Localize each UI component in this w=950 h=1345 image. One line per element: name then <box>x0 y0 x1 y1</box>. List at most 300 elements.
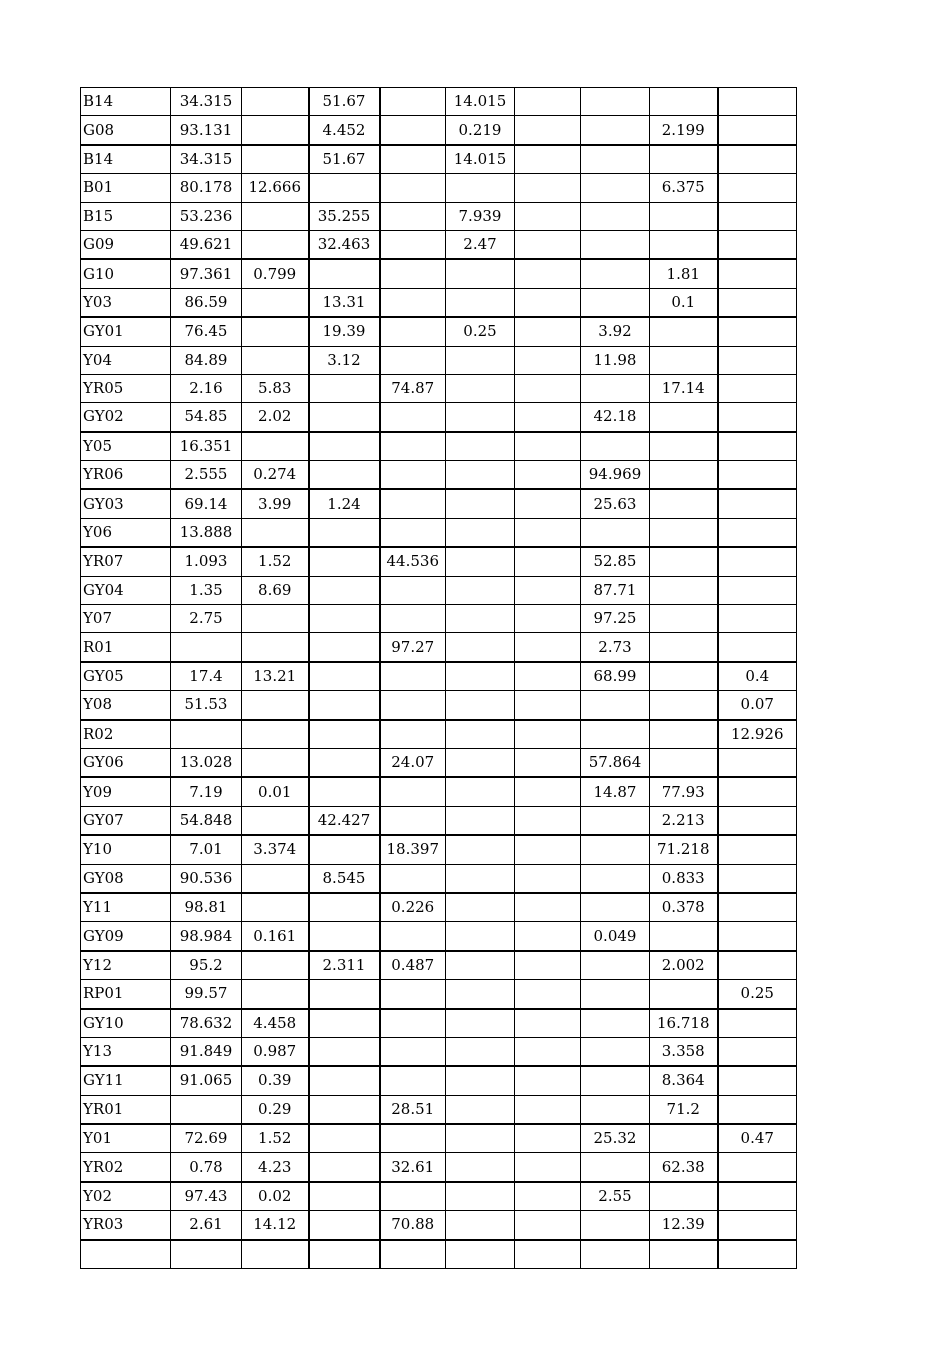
row-label-cell: YR02 <box>81 1153 171 1182</box>
value-cell: 32.463 <box>309 230 380 259</box>
value-cell <box>581 432 650 461</box>
value-cell: 51.67 <box>309 145 380 174</box>
value-cell: 5.83 <box>242 374 309 402</box>
value-cell <box>718 835 797 864</box>
value-cell: 16.718 <box>650 1009 718 1038</box>
value-cell <box>515 432 581 461</box>
value-cell <box>515 317 581 346</box>
value-cell <box>581 145 650 174</box>
value-cell <box>515 374 581 402</box>
value-cell <box>380 174 446 202</box>
row-label-cell: YR05 <box>81 374 171 402</box>
value-cell <box>309 720 380 749</box>
table-row <box>81 864 797 893</box>
value-cell <box>650 633 718 662</box>
value-cell <box>718 576 797 604</box>
value-cell: 7.01 <box>171 835 242 864</box>
value-cell <box>309 1066 380 1095</box>
value-cell <box>446 1240 515 1269</box>
value-cell: 1.24 <box>309 489 380 518</box>
value-cell <box>718 461 797 490</box>
value-cell: 95.2 <box>171 951 242 980</box>
value-cell <box>242 605 309 633</box>
row-label-cell: G10 <box>81 259 171 288</box>
row-label-cell: GY11 <box>81 1066 171 1095</box>
value-cell <box>242 691 309 720</box>
table-row <box>81 720 797 749</box>
value-cell <box>718 518 797 547</box>
table-row <box>81 1211 797 1240</box>
value-cell <box>581 951 650 980</box>
value-cell: 2.555 <box>171 461 242 490</box>
value-cell: 2.02 <box>242 403 309 432</box>
value-cell <box>309 374 380 402</box>
value-cell: 2.199 <box>650 116 718 145</box>
value-cell <box>380 88 446 116</box>
value-cell <box>380 230 446 259</box>
value-cell <box>581 202 650 230</box>
value-cell <box>718 346 797 374</box>
table-row <box>81 317 797 346</box>
value-cell: 53.236 <box>171 202 242 230</box>
value-cell <box>446 806 515 835</box>
value-cell <box>380 317 446 346</box>
value-cell: 51.53 <box>171 691 242 720</box>
value-cell: 0.25 <box>446 317 515 346</box>
value-cell: 51.67 <box>309 88 380 116</box>
value-cell <box>380 489 446 518</box>
value-cell: 14.015 <box>446 145 515 174</box>
value-cell <box>242 893 309 922</box>
value-cell: 34.315 <box>171 145 242 174</box>
value-cell <box>581 980 650 1009</box>
value-cell <box>309 1124 380 1153</box>
row-label-cell: Y07 <box>81 605 171 633</box>
row-label-cell: GY03 <box>81 489 171 518</box>
row-label-cell: GY06 <box>81 748 171 777</box>
value-cell: 7.939 <box>446 202 515 230</box>
table-row <box>81 547 797 576</box>
value-cell <box>718 489 797 518</box>
value-cell: 54.85 <box>171 403 242 432</box>
value-cell <box>718 1009 797 1038</box>
value-cell <box>446 864 515 893</box>
value-cell <box>446 1095 515 1124</box>
value-cell: 3.374 <box>242 835 309 864</box>
value-cell <box>380 1066 446 1095</box>
value-cell <box>515 1211 581 1240</box>
value-cell: 12.926 <box>718 720 797 749</box>
value-cell <box>309 576 380 604</box>
row-label-cell: Y01 <box>81 1124 171 1153</box>
value-cell: 90.536 <box>171 864 242 893</box>
value-cell <box>380 432 446 461</box>
value-cell: 91.065 <box>171 1066 242 1095</box>
value-cell <box>309 662 380 691</box>
value-cell: 76.45 <box>171 317 242 346</box>
value-cell <box>718 605 797 633</box>
value-cell <box>515 748 581 777</box>
value-cell <box>309 777 380 806</box>
table-row <box>81 605 797 633</box>
value-cell <box>446 259 515 288</box>
value-cell <box>380 1124 446 1153</box>
value-cell <box>380 605 446 633</box>
value-cell <box>581 230 650 259</box>
value-cell: 0.4 <box>718 662 797 691</box>
value-cell <box>171 1095 242 1124</box>
value-cell <box>380 662 446 691</box>
table-row <box>81 432 797 461</box>
value-cell <box>380 720 446 749</box>
value-cell: 98.81 <box>171 893 242 922</box>
value-cell: 2.73 <box>581 633 650 662</box>
value-cell <box>446 720 515 749</box>
value-cell <box>650 88 718 116</box>
value-cell <box>515 777 581 806</box>
row-label-cell: GY10 <box>81 1009 171 1038</box>
value-cell <box>718 145 797 174</box>
value-cell <box>718 116 797 145</box>
value-cell: 2.213 <box>650 806 718 835</box>
value-cell <box>446 1009 515 1038</box>
value-cell <box>650 980 718 1009</box>
value-cell <box>650 346 718 374</box>
value-cell: 69.14 <box>171 489 242 518</box>
value-cell: 14.12 <box>242 1211 309 1240</box>
row-label-cell: Y05 <box>81 432 171 461</box>
value-cell <box>650 662 718 691</box>
value-cell <box>718 1095 797 1124</box>
table-row <box>81 145 797 174</box>
value-cell <box>242 633 309 662</box>
value-cell <box>309 432 380 461</box>
value-cell <box>650 202 718 230</box>
row-label-cell: B14 <box>81 88 171 116</box>
value-cell <box>309 748 380 777</box>
row-label-cell: Y04 <box>81 346 171 374</box>
value-cell <box>515 951 581 980</box>
value-cell <box>309 980 380 1009</box>
value-cell <box>380 806 446 835</box>
value-cell: 1.093 <box>171 547 242 576</box>
table-row <box>81 259 797 288</box>
value-cell: 44.536 <box>380 547 446 576</box>
value-cell: 52.85 <box>581 547 650 576</box>
value-cell: 74.87 <box>380 374 446 402</box>
table-row <box>81 1182 797 1211</box>
row-label-cell: Y09 <box>81 777 171 806</box>
value-cell <box>581 259 650 288</box>
value-cell: 14.87 <box>581 777 650 806</box>
value-cell: 0.25 <box>718 980 797 1009</box>
row-label-cell: YR03 <box>81 1211 171 1240</box>
value-cell <box>650 518 718 547</box>
value-cell: 16.351 <box>171 432 242 461</box>
value-cell: 0.274 <box>242 461 309 490</box>
value-cell <box>581 518 650 547</box>
value-cell <box>650 720 718 749</box>
value-cell: 54.848 <box>171 806 242 835</box>
value-cell <box>309 835 380 864</box>
value-cell: 97.25 <box>581 605 650 633</box>
value-cell <box>446 489 515 518</box>
value-cell <box>515 691 581 720</box>
table-row <box>81 835 797 864</box>
value-cell <box>515 403 581 432</box>
value-cell <box>718 259 797 288</box>
value-cell <box>581 1240 650 1269</box>
value-cell <box>650 461 718 490</box>
value-cell <box>380 259 446 288</box>
value-cell: 17.4 <box>171 662 242 691</box>
row-label-cell: G09 <box>81 230 171 259</box>
value-cell <box>515 1095 581 1124</box>
value-cell <box>242 288 309 317</box>
value-cell <box>650 547 718 576</box>
value-cell: 24.07 <box>380 748 446 777</box>
value-cell <box>380 980 446 1009</box>
value-cell: 3.12 <box>309 346 380 374</box>
value-cell <box>718 806 797 835</box>
value-cell: 84.89 <box>171 346 242 374</box>
table-row <box>81 1153 797 1182</box>
value-cell: 0.29 <box>242 1095 309 1124</box>
value-cell <box>581 374 650 402</box>
value-cell <box>242 720 309 749</box>
value-cell <box>380 1182 446 1211</box>
table-row <box>81 748 797 777</box>
table-row <box>81 806 797 835</box>
value-cell <box>515 174 581 202</box>
value-cell: 32.61 <box>380 1153 446 1182</box>
value-cell <box>309 1095 380 1124</box>
table-row <box>81 518 797 547</box>
table-row <box>81 633 797 662</box>
value-cell: 68.99 <box>581 662 650 691</box>
row-label-cell: Y10 <box>81 835 171 864</box>
value-cell <box>309 605 380 633</box>
value-cell <box>242 806 309 835</box>
data-table <box>80 87 797 1269</box>
value-cell <box>446 547 515 576</box>
value-cell <box>718 432 797 461</box>
value-cell <box>581 806 650 835</box>
value-cell: 25.63 <box>581 489 650 518</box>
value-cell <box>650 432 718 461</box>
value-cell: 13.31 <box>309 288 380 317</box>
value-cell <box>380 1009 446 1038</box>
value-cell <box>309 1153 380 1182</box>
value-cell <box>515 1009 581 1038</box>
row-label-cell: Y12 <box>81 951 171 980</box>
value-cell: 62.38 <box>650 1153 718 1182</box>
value-cell <box>650 1240 718 1269</box>
value-cell: 2.55 <box>581 1182 650 1211</box>
row-label-cell: Y13 <box>81 1037 171 1066</box>
value-cell: 0.226 <box>380 893 446 922</box>
value-cell <box>581 893 650 922</box>
value-cell <box>515 1066 581 1095</box>
table-row <box>81 202 797 230</box>
value-cell <box>650 576 718 604</box>
value-cell <box>242 346 309 374</box>
value-cell: 49.621 <box>171 230 242 259</box>
value-cell <box>718 748 797 777</box>
row-label-cell: Y02 <box>81 1182 171 1211</box>
value-cell <box>515 576 581 604</box>
value-cell <box>515 518 581 547</box>
value-cell <box>446 576 515 604</box>
value-cell: 0.219 <box>446 116 515 145</box>
value-cell: 1.52 <box>242 547 309 576</box>
value-cell <box>380 518 446 547</box>
value-cell: 0.161 <box>242 922 309 951</box>
value-cell: 0.049 <box>581 922 650 951</box>
table-row <box>81 922 797 951</box>
value-cell <box>581 1037 650 1066</box>
value-cell: 17.14 <box>650 374 718 402</box>
value-cell <box>242 980 309 1009</box>
value-cell <box>581 1066 650 1095</box>
value-cell <box>446 1182 515 1211</box>
value-cell <box>718 893 797 922</box>
value-cell: 34.315 <box>171 88 242 116</box>
value-cell <box>581 1095 650 1124</box>
value-cell <box>718 1240 797 1269</box>
value-cell: 42.427 <box>309 806 380 835</box>
value-cell <box>718 922 797 951</box>
value-cell <box>515 893 581 922</box>
value-cell <box>581 174 650 202</box>
value-cell: 3.99 <box>242 489 309 518</box>
value-cell <box>242 1240 309 1269</box>
row-label-cell: YR06 <box>81 461 171 490</box>
value-cell <box>446 1066 515 1095</box>
value-cell <box>242 951 309 980</box>
table-row <box>81 1240 797 1269</box>
value-cell <box>380 922 446 951</box>
value-cell <box>515 864 581 893</box>
value-cell <box>171 720 242 749</box>
table-row <box>81 777 797 806</box>
value-cell <box>650 922 718 951</box>
row-label-cell: Y06 <box>81 518 171 547</box>
value-cell <box>446 1124 515 1153</box>
table-row <box>81 576 797 604</box>
value-cell <box>380 288 446 317</box>
value-cell <box>380 116 446 145</box>
value-cell <box>446 748 515 777</box>
value-cell: 0.1 <box>650 288 718 317</box>
value-cell <box>380 1240 446 1269</box>
value-cell: 8.69 <box>242 576 309 604</box>
value-cell: 78.632 <box>171 1009 242 1038</box>
value-cell <box>718 288 797 317</box>
value-cell <box>242 518 309 547</box>
value-cell: 0.78 <box>171 1153 242 1182</box>
value-cell: 0.39 <box>242 1066 309 1095</box>
value-cell <box>446 1211 515 1240</box>
value-cell <box>309 1211 380 1240</box>
value-cell: 42.18 <box>581 403 650 432</box>
value-cell <box>446 374 515 402</box>
value-cell: 7.19 <box>171 777 242 806</box>
value-cell <box>446 605 515 633</box>
value-cell <box>242 432 309 461</box>
value-cell <box>309 1240 380 1269</box>
value-cell <box>446 432 515 461</box>
value-cell: 97.361 <box>171 259 242 288</box>
value-cell <box>309 633 380 662</box>
value-cell <box>446 691 515 720</box>
table-row <box>81 116 797 145</box>
value-cell <box>380 403 446 432</box>
table-row <box>81 1124 797 1153</box>
row-label-cell: R02 <box>81 720 171 749</box>
value-cell: 86.59 <box>171 288 242 317</box>
value-cell <box>309 461 380 490</box>
value-cell <box>309 403 380 432</box>
value-cell <box>446 893 515 922</box>
row-label-cell: G08 <box>81 116 171 145</box>
value-cell <box>581 720 650 749</box>
value-cell: 2.75 <box>171 605 242 633</box>
value-cell <box>380 777 446 806</box>
value-cell <box>581 1211 650 1240</box>
value-cell <box>515 1037 581 1066</box>
row-label-cell: GY04 <box>81 576 171 604</box>
value-cell <box>515 1153 581 1182</box>
row-label-cell: GY02 <box>81 403 171 432</box>
value-cell <box>242 116 309 145</box>
value-cell <box>718 1211 797 1240</box>
value-cell: 8.545 <box>309 864 380 893</box>
value-cell <box>515 547 581 576</box>
value-cell: 11.98 <box>581 346 650 374</box>
value-cell <box>515 1240 581 1269</box>
table-row <box>81 403 797 432</box>
value-cell: 4.458 <box>242 1009 309 1038</box>
value-cell: 2.47 <box>446 230 515 259</box>
value-cell: 0.833 <box>650 864 718 893</box>
row-label-cell: GY07 <box>81 806 171 835</box>
value-cell: 72.69 <box>171 1124 242 1153</box>
table-row <box>81 893 797 922</box>
row-label-cell: B15 <box>81 202 171 230</box>
row-label-cell: RP01 <box>81 980 171 1009</box>
value-cell <box>446 288 515 317</box>
value-cell <box>718 202 797 230</box>
row-label-cell: YR01 <box>81 1095 171 1124</box>
value-cell <box>309 518 380 547</box>
value-cell <box>380 202 446 230</box>
table-row <box>81 1009 797 1038</box>
value-cell: 0.987 <box>242 1037 309 1066</box>
value-cell <box>515 835 581 864</box>
value-cell: 97.43 <box>171 1182 242 1211</box>
value-cell <box>718 633 797 662</box>
value-cell <box>718 777 797 806</box>
value-cell <box>718 1153 797 1182</box>
value-cell <box>242 202 309 230</box>
value-cell: 77.93 <box>650 777 718 806</box>
value-cell <box>515 720 581 749</box>
row-label-cell: B14 <box>81 145 171 174</box>
value-cell <box>515 116 581 145</box>
value-cell: 57.864 <box>581 748 650 777</box>
value-cell <box>309 1037 380 1066</box>
